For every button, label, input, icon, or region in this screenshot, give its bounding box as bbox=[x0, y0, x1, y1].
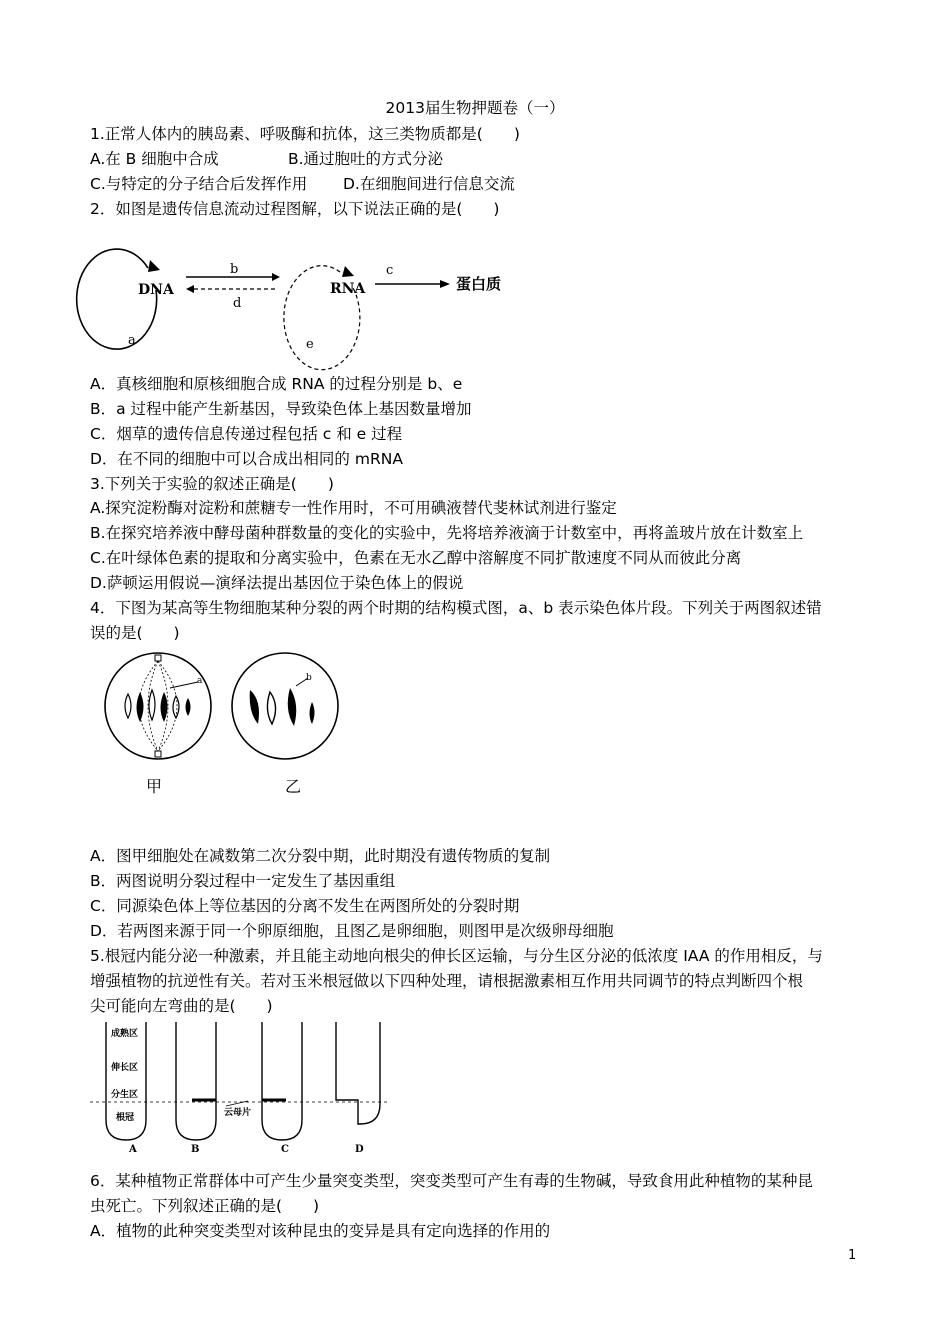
q2-option-b: B．a 过程中能产生新基因，导致染色体上基因数量增加 bbox=[90, 400, 472, 418]
label-c: c bbox=[386, 263, 394, 278]
zone-mature: 成熟区 bbox=[111, 1029, 139, 1039]
label-b: b bbox=[306, 673, 312, 683]
label-e: e bbox=[306, 337, 314, 352]
q6-stem-line1: 6．某种植物正常群体中可产生少量突变类型，突变类型可产生有毒的生物碱，导致食用此种植物的某种昆 bbox=[90, 1172, 813, 1190]
cell-yi-membrane bbox=[232, 653, 338, 759]
q5-stem-line1: 5.根冠内能分泌一种激素，并且能主动地向根尖的伸长区运输，与分生区分泌的低浓度 IAA 的作用相反，与 bbox=[90, 947, 823, 965]
q2-option-c: C．烟草的遗传信息传递过程包括 c 和 e 过程 bbox=[90, 425, 403, 443]
q1-option-b: B.通过胞吐的方式分泌 bbox=[288, 150, 444, 168]
q1-option-d: D.在细胞间进行信息交流 bbox=[343, 175, 515, 193]
label-yi: 乙 bbox=[285, 777, 302, 796]
q2-option-d: D．在不同的细胞中可以合成出相同的 mRNA bbox=[90, 450, 403, 468]
q4-stem-line2: 误的是( ) bbox=[90, 624, 180, 642]
q6-stem-line2: 虫死亡。下列叙述正确的是( ) bbox=[90, 1197, 320, 1215]
q4-option-c: C．同源染色体上等位基因的分离不发生在两图所处的分裂时期 bbox=[90, 897, 520, 915]
label-C: C bbox=[281, 1144, 289, 1155]
q4-option-b: B．两图说明分裂过程中一定发生了基因重组 bbox=[90, 872, 396, 890]
root-c bbox=[262, 1022, 302, 1140]
label-D: D bbox=[355, 1144, 364, 1155]
label-B: B bbox=[191, 1144, 200, 1155]
q5-stem-line3: 尖可能向左弯曲的是( ) bbox=[90, 997, 273, 1015]
label-b: b bbox=[230, 262, 239, 277]
root-b bbox=[176, 1022, 216, 1140]
chromosomes-jia bbox=[125, 690, 191, 722]
q6-option-a: A．植物的此种突变类型对该种昆虫的变异是具有定向选择的作用的 bbox=[90, 1222, 551, 1240]
rna-label: RNA bbox=[330, 281, 366, 297]
mica-label: 云母片 bbox=[224, 1108, 252, 1118]
arrowhead-d bbox=[186, 285, 194, 293]
q3-option-a: A.探究淀粉酶对淀粉和蔗糖专一性作用时，不可用碘液替代斐林试剂进行鉴定 bbox=[90, 499, 617, 517]
replication-loop-a bbox=[77, 249, 157, 349]
q3-option-c: C.在叶绿体色素的提取和分离实验中，色素在无水乙醇中溶解度不同扩散速度不同从而彼此分离 bbox=[90, 549, 742, 567]
q4-stem-line1: 4．下图为某高等生物细胞某种分裂的两个时期的结构模式图，a、b 表示染色体片段。下列关于两图叙述错 bbox=[90, 599, 822, 617]
pointer-a bbox=[170, 682, 198, 688]
q3-option-d: D.萨顿运用假说—演绎法提出基因位于染色体上的假说 bbox=[90, 574, 464, 592]
cell-jia-membrane bbox=[105, 653, 211, 759]
dna-label: DNA bbox=[138, 282, 174, 298]
q1-option-a: A.在 B 细胞中合成 bbox=[90, 150, 219, 168]
chromosomes-yi bbox=[250, 688, 315, 726]
label-jia: 甲 bbox=[146, 777, 163, 796]
q5-stem-line2: 增强植物的抗逆性有关。若对玉米根冠做以下四种处理，请根据激素相互作用共同调节的特点判断四个根 bbox=[90, 972, 804, 990]
protein-label: 蛋白质 bbox=[456, 275, 502, 293]
q4-option-a: A．图甲细胞处在减数第二次分裂中期，此时期没有遗传物质的复制 bbox=[90, 847, 551, 865]
arrowhead-e bbox=[342, 266, 354, 277]
q2-stem: 2．如图是遗传信息流动过程图解，以下说法正确的是( ) bbox=[90, 200, 500, 218]
q1-option-c: C.与特定的分子结合后发挥作用 bbox=[90, 175, 308, 193]
zone-rootcap: 根冠 bbox=[116, 1113, 135, 1123]
label-a: a bbox=[128, 333, 136, 348]
spindle-fibers bbox=[139, 661, 177, 751]
cell-division-diagram bbox=[100, 652, 360, 802]
zone-meristem: 分生区 bbox=[111, 1090, 139, 1100]
q4-option-d: D．若两图来源于同一个卵原细胞，且图乙是卵细胞，则图甲是次级卵母细胞 bbox=[90, 922, 614, 940]
root-tip-diagram bbox=[90, 1020, 390, 1156]
q3-stem: 3.下列关于实验的叙述正确是( ) bbox=[90, 475, 334, 493]
q1-stem: 1.正常人体内的胰岛素、呼吸酶和抗体，这三类物质都是( ) bbox=[90, 125, 520, 143]
centriole-top bbox=[155, 655, 161, 661]
zone-elongation: 伸长区 bbox=[111, 1063, 139, 1073]
label-d: d bbox=[233, 296, 242, 311]
q2-option-a: A．真核细胞和原核细胞合成 RNA 的过程分别是 b、e bbox=[90, 375, 463, 393]
arrowhead-a bbox=[148, 260, 160, 272]
q3-option-b: B.在探究培养液中酵母菌种群数量的变化的实验中，先将培养液滴于计数室中，再将盖玻片放在计数室上 bbox=[90, 524, 804, 542]
page-number: 1 bbox=[848, 1248, 857, 1263]
label-A: A bbox=[129, 1144, 137, 1155]
arrowhead-b bbox=[272, 273, 280, 281]
label-a: a bbox=[197, 676, 203, 686]
arrowhead-c bbox=[440, 280, 450, 288]
genetic-flow-diagram bbox=[90, 232, 530, 357]
root-d bbox=[336, 1022, 380, 1124]
centriole-bottom bbox=[155, 751, 161, 757]
page-title: 2013届生物押题卷（一） bbox=[385, 99, 565, 117]
